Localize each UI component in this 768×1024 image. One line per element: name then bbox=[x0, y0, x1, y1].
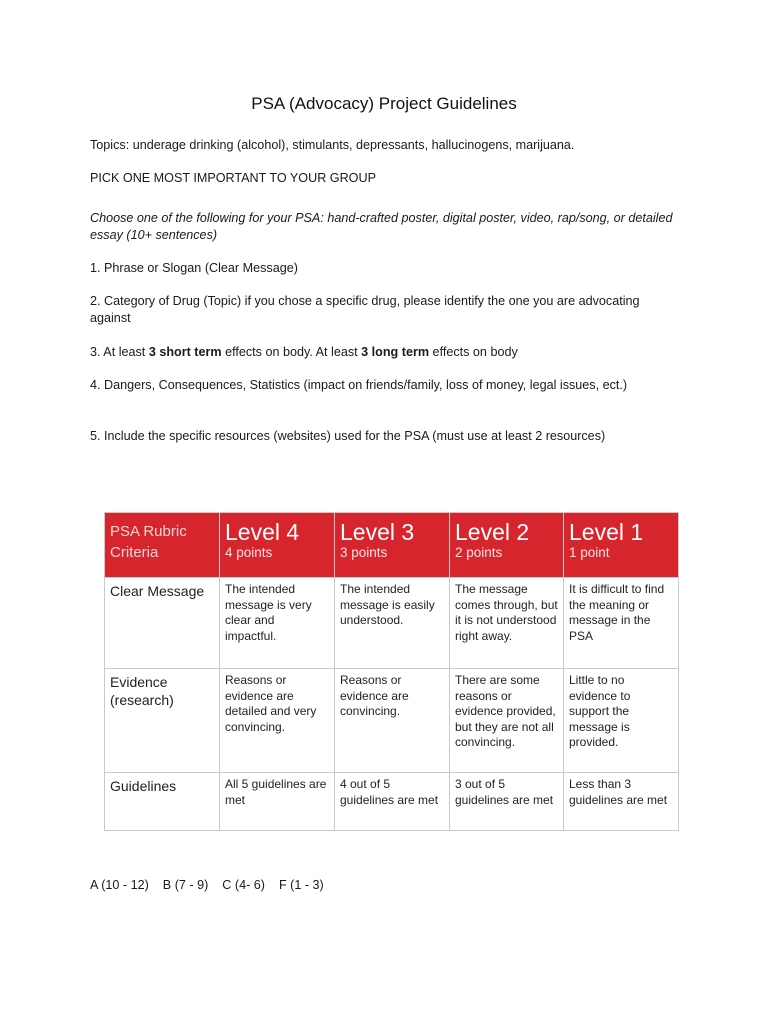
rubric-criterion: Evidence (research) bbox=[105, 669, 220, 773]
guideline-item-2: 2. Category of Drug (Topic) if you chose a specific drug, please identify the one you are advocating against bbox=[90, 294, 640, 325]
rubric-header-row bbox=[105, 513, 679, 578]
rubric-cell: There are some reasons or evidence provided, but they are not all convincing. bbox=[450, 669, 564, 773]
rubric-cell: It is difficult to find the meaning or message in the PSA bbox=[564, 578, 679, 669]
rubric-cell: Little to no evidence to support the message is provided. bbox=[564, 669, 679, 773]
level-name: Level 1 bbox=[569, 519, 644, 545]
level-points: 3 points bbox=[340, 545, 388, 560]
grade-scale: A (10 - 12) B (7 - 9) C (4- 6) F (1 - 3) bbox=[90, 878, 324, 892]
item3-part-c: effects on body. At least bbox=[221, 345, 362, 359]
choose-format-line: Choose one of the following for your PSA: hand-crafted poster, digital poster, video, rap/song, or detailed essay (10+ sentences) bbox=[90, 211, 673, 242]
rubric-row-clear-message bbox=[105, 578, 679, 669]
rubric-cell: 4 out of 5 guidelines are met bbox=[335, 773, 450, 831]
rubric-cell: The intended message is easily understood. bbox=[335, 578, 450, 669]
rubric-cell: The intended message is very clear and impactful. bbox=[220, 578, 335, 669]
criteria-header-label: PSA Rubric Criteria bbox=[110, 523, 187, 561]
rubric-row-guidelines bbox=[105, 773, 679, 831]
document-title: PSA (Advocacy) Project Guidelines bbox=[251, 94, 517, 113]
rubric-criterion: Clear Message bbox=[105, 578, 220, 669]
item3-short-term: 3 short term bbox=[148, 345, 222, 359]
level-name: Level 2 bbox=[455, 519, 530, 545]
level-name: Level 4 bbox=[225, 519, 300, 545]
rubric-level-header bbox=[335, 513, 450, 578]
guideline-item-5: 5. Include the specific resources (websites) used for the PSA (must use at least 2 resources) bbox=[90, 429, 606, 443]
topics-line: Topics: underage drinking (alcohol), stimulants, depressants, hallucinogens, marijuana. bbox=[90, 138, 575, 152]
guideline-item-1: 1. Phrase or Slogan (Clear Message) bbox=[90, 261, 298, 275]
rubric-cell: 3 out of 5 guidelines are met bbox=[450, 773, 564, 831]
item3-part-e: effects on body bbox=[429, 345, 518, 359]
level-points: 2 points bbox=[455, 545, 503, 560]
rubric-level-header bbox=[564, 513, 679, 578]
pick-one-line: PICK ONE MOST IMPORTANT TO YOUR GROUP bbox=[90, 171, 376, 185]
rubric-criterion: Guidelines bbox=[105, 773, 220, 831]
level-points: 4 points bbox=[225, 545, 273, 560]
rubric-cell: Reasons or evidence are detailed and very convincing. bbox=[220, 669, 335, 773]
guideline-item-3 bbox=[90, 344, 680, 361]
item3-long-term: 3 long term bbox=[361, 345, 430, 359]
rubric-cell: All 5 guidelines are met bbox=[220, 773, 335, 831]
rubric-cell: The message comes through, but it is not understood right away. bbox=[450, 578, 564, 669]
level-points: 1 point bbox=[569, 545, 610, 560]
item3-part-a: 3. At least bbox=[90, 345, 149, 359]
rubric-table bbox=[104, 512, 679, 831]
rubric-cell: Less than 3 guidelines are met bbox=[564, 773, 679, 831]
level-name: Level 3 bbox=[340, 519, 415, 545]
rubric-level-header bbox=[220, 513, 335, 578]
rubric-level-header bbox=[450, 513, 564, 578]
guideline-item-4: 4. Dangers, Consequences, Statistics (impact on friends/family, loss of money, legal issues, ect.) bbox=[90, 378, 628, 392]
rubric-criteria-header bbox=[105, 513, 220, 578]
rubric-cell: Reasons or evidence are convincing. bbox=[335, 669, 450, 773]
rubric-row-evidence bbox=[105, 669, 679, 773]
